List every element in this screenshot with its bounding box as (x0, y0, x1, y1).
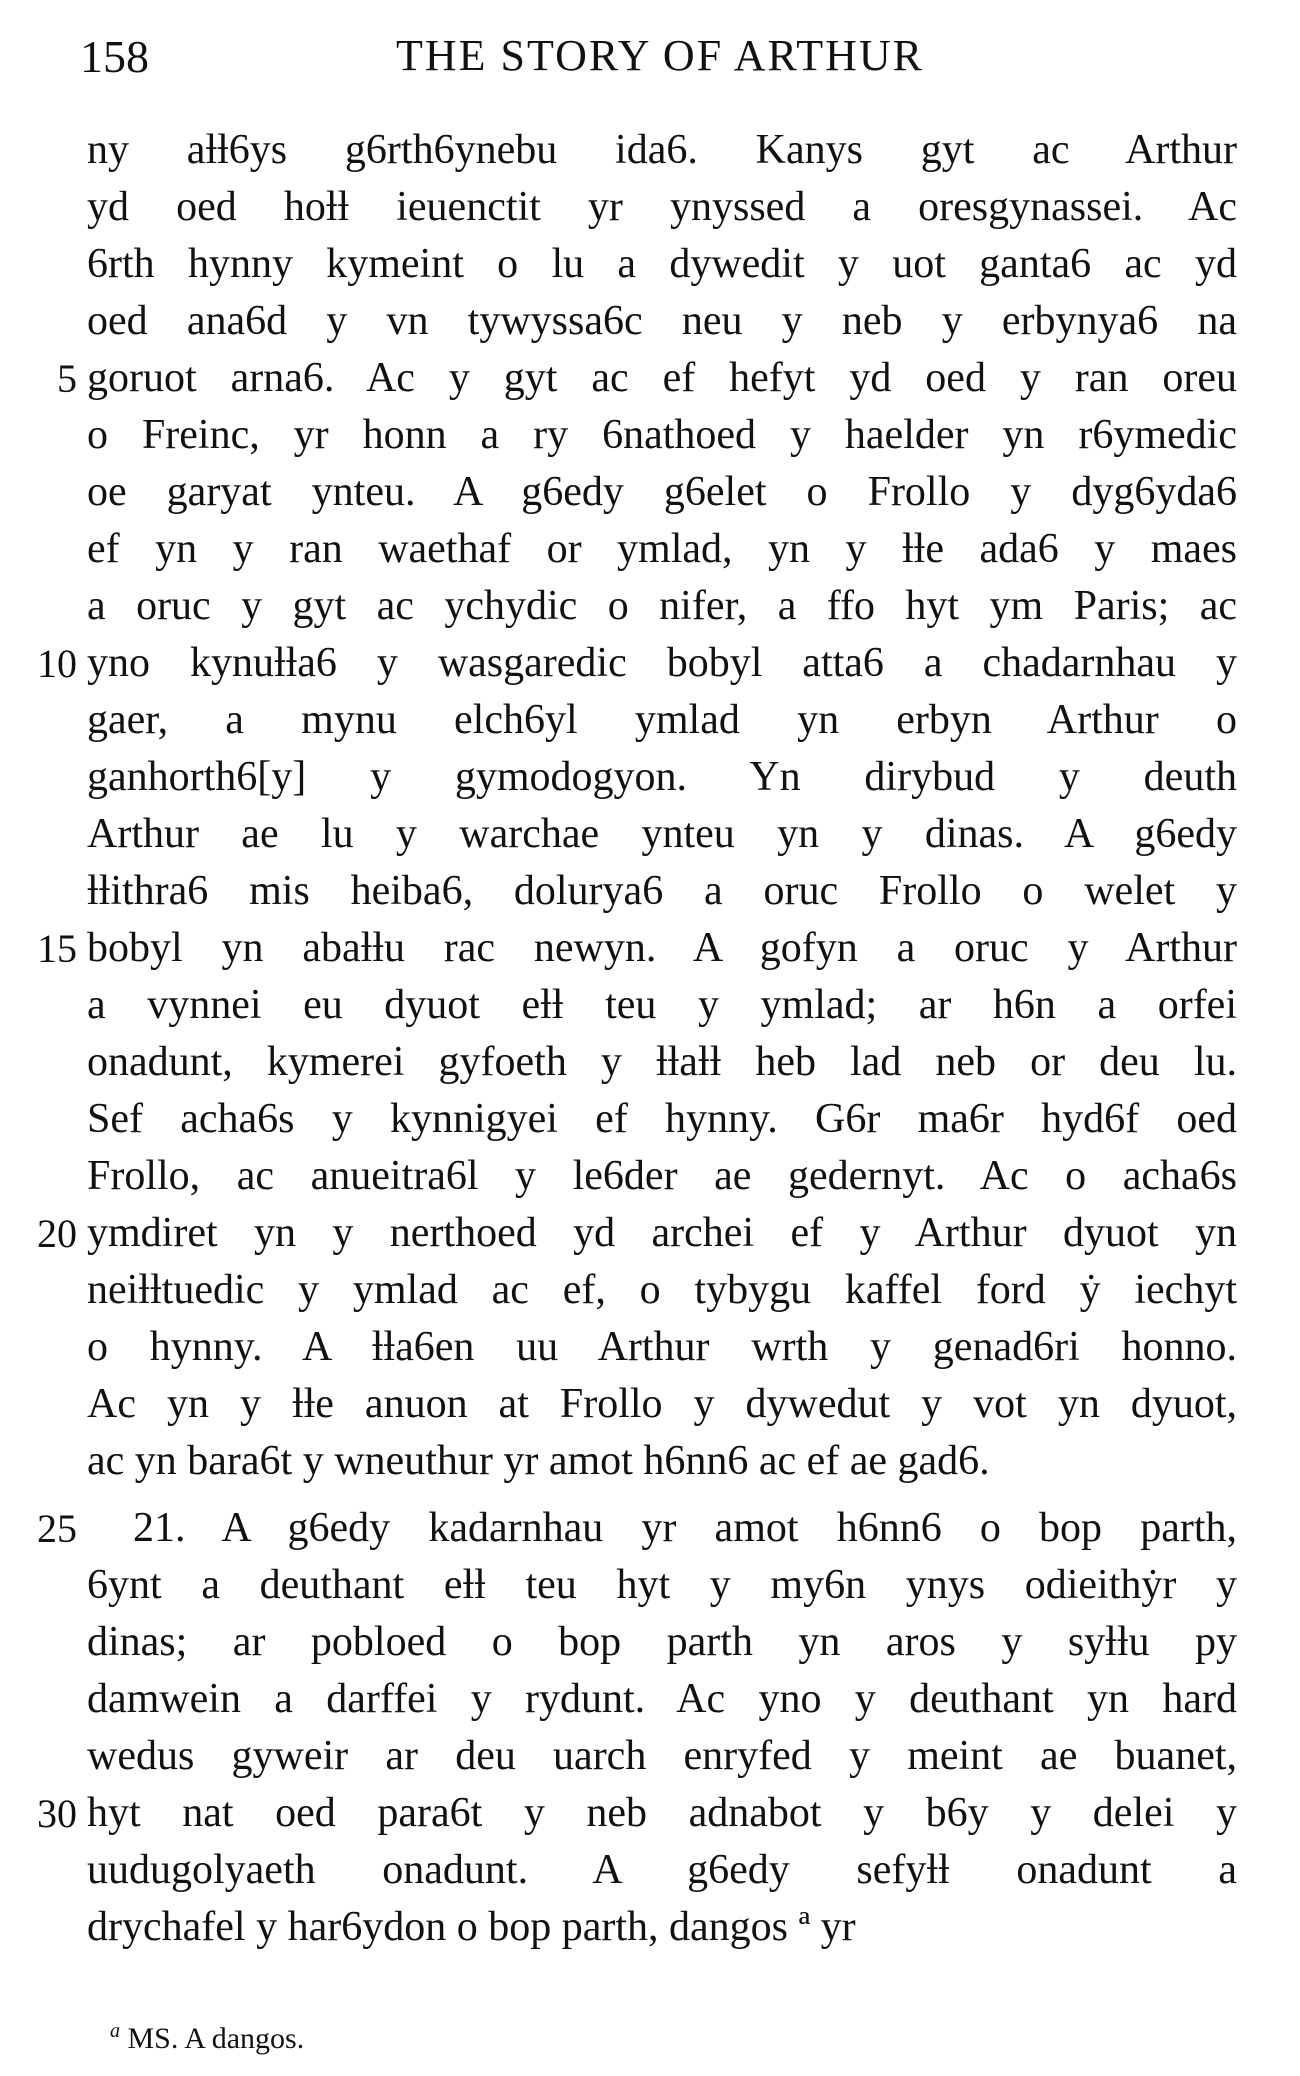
text-line (87, 1728, 1237, 1785)
line-text: damwein a darffei y rydunt. Ac yno y deuthant yn hard (87, 1676, 1237, 1722)
text-line (87, 692, 1237, 749)
line-text: drychafel y har6ydon o bop parth, dangos ª yr (87, 1904, 856, 1950)
line-text: yno kynuƚƚa6 y wasgaredic bobyl atta6 a chadarnhau y (87, 640, 1237, 686)
line-number: 25 (37, 1506, 77, 1551)
line-number: 5 (57, 356, 77, 401)
footnote (110, 2020, 304, 2056)
line-number: 10 (37, 641, 77, 686)
text-line (87, 122, 1237, 179)
text-line (87, 236, 1237, 293)
line-text: ƚƚithra6 mis heiba6, dolurya6 a oruc Frollo o welet y (87, 868, 1237, 914)
line-text: Sef acha6s y kynnigyei ef hynny. G6r ma6r hyd6f oed (87, 1096, 1237, 1142)
running-title: THE STORY OF ARTHUR (396, 31, 924, 80)
line-text: neiƚƚtuedic y ymlad ac ef, o tybygu kaffel ford ẏ iechyt (87, 1267, 1237, 1313)
line-text: Ac yn y ƚƚe anuon at Frollo y dywedut y vot yn dyuot, (87, 1381, 1237, 1427)
text-line (87, 749, 1237, 806)
text-line (87, 1376, 1237, 1433)
footnote-text: MS. A dangos. (127, 2022, 305, 2055)
line-text: gaer, a mynu elch6yl ymlad yn erbyn Arthur o (87, 697, 1237, 743)
page-number: 158 (80, 31, 149, 82)
line-text: uudugolyaeth onadunt. A g6edy sefyƚƚ onadunt a (87, 1847, 1237, 1893)
text-line (87, 977, 1237, 1034)
text-line (87, 521, 1237, 578)
line-text: o hynny. A ƚƚa6en uu Arthur wrth y genad6ri honno. (87, 1324, 1237, 1370)
line-number: 20 (37, 1211, 77, 1256)
text-line (87, 1034, 1237, 1091)
text-line (87, 1557, 1237, 1614)
line-text: 21. A g6edy kadarnhau yr amot h6nn6 o bop parth, (133, 1505, 1237, 1551)
line-text: a oruc y gyt ac ychydic o nifer, a ffo hyt ym Paris; ac (87, 583, 1237, 629)
line-text: o Freinc, yr honn a ry 6nathoed y haelder yn r6ymedic (87, 412, 1237, 458)
text-line (87, 1842, 1237, 1899)
line-number: 15 (37, 926, 77, 971)
line-number: 30 (37, 1791, 77, 1836)
text-line (87, 578, 1237, 635)
text-line (37, 1500, 1237, 1557)
text-line (87, 1091, 1237, 1148)
text-line (87, 1148, 1237, 1205)
text-line (57, 350, 1237, 407)
text-line (87, 179, 1237, 236)
text-line (87, 1614, 1237, 1671)
footnote-marker: a (110, 2020, 120, 2042)
line-text: 6ynt a deuthant eƚƚ teu hyt y my6n ynys odieithẏr y (87, 1562, 1237, 1608)
line-text: oed ana6d y vn tywyssa6c neu y neb y erbynya6 na (87, 298, 1237, 344)
text-line (37, 1205, 1237, 1262)
line-text: oe garyat ynteu. A g6edy g6elet o Frollo y dyg6yda6 (87, 469, 1237, 515)
text-line (87, 407, 1237, 464)
line-text: yd oed hoƚƚ ieuenctit yr ynyssed a oresgynassei. Ac (87, 184, 1237, 230)
line-text: ymdiret yn y nerthoed yd archei ef y Arthur dyuot yn (87, 1210, 1237, 1256)
line-text: bobyl yn abaƚƚu rac newyn. A gofyn a oruc y Arthur (87, 925, 1237, 971)
line-text: ganhorth6[y] y gymodogyon. Yn dirybud y deuth (87, 754, 1237, 800)
text-line (87, 293, 1237, 350)
line-text: 6rth hynny kymeint o lu a dywedit y uot ganta6 ac yd (87, 241, 1237, 287)
line-text: dinas; ar pobloed o bop parth yn aros y syƚƚu py (87, 1619, 1237, 1665)
line-text: goruot arna6. Ac y gyt ac ef hefyt yd oed y ran oreu (87, 355, 1237, 401)
text-line (37, 635, 1237, 692)
body-text (37, 122, 1237, 1956)
text-line (87, 806, 1237, 863)
line-text: onadunt, kymerei gyfoeth y ƚƚaƚƚ heb lad neb or deu lu. (87, 1039, 1237, 1085)
text-line (87, 1671, 1237, 1728)
line-text: hyt nat oed para6t y neb adnabot y b6y y delei y (87, 1790, 1237, 1836)
text-line (87, 863, 1237, 920)
text-line (37, 1785, 1237, 1842)
paragraph-gap (87, 1490, 1237, 1500)
line-text: Frollo, ac anueitra6l y le6der ae gedernyt. Ac o acha6s (87, 1153, 1237, 1199)
line-text: ny aƚƚ6ys g6rth6ynebu ida6. Kanys gyt ac Arthur (87, 127, 1237, 173)
text-line (87, 1262, 1237, 1319)
text-line (87, 464, 1237, 521)
line-text: wedus gyweir ar deu uarch enryfed y meint ae buanet, (87, 1733, 1237, 1779)
page-header (80, 30, 1240, 100)
text-line (87, 1319, 1237, 1376)
text-line (87, 1433, 1237, 1490)
text-line (87, 1899, 1237, 1956)
line-text: Arthur ae lu y warchae ynteu yn y dinas. A g6edy (87, 811, 1237, 857)
line-text: ef yn y ran waethaf or ymlad, yn y ƚƚe ada6 y maes (87, 526, 1237, 572)
line-text: a vynnei eu dyuot eƚƚ teu y ymlad; ar h6n a orfei (87, 982, 1237, 1028)
line-text: ac yn bara6t y wneuthur yr amot h6nn6 ac ef ae gad6. (87, 1438, 990, 1484)
text-line (37, 920, 1237, 977)
